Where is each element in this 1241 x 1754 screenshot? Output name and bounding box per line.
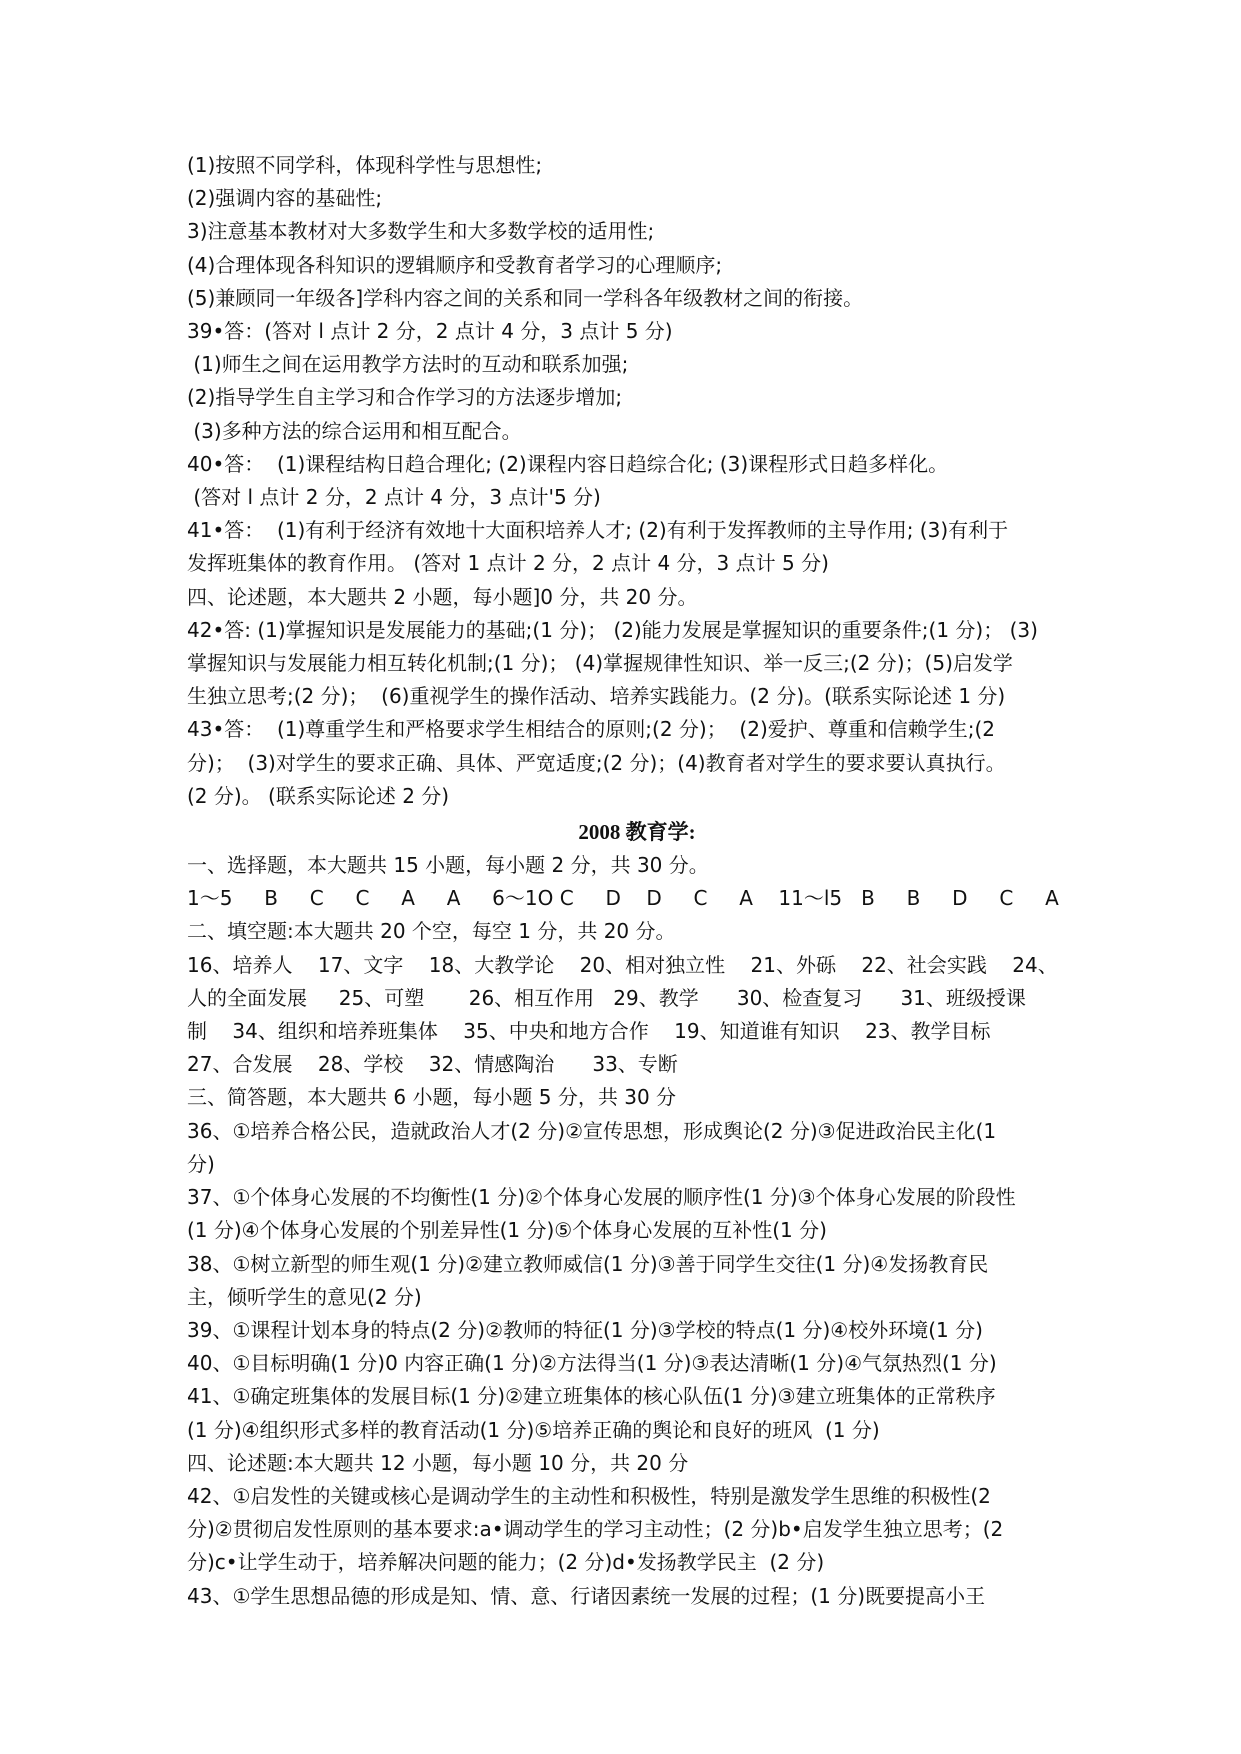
text-line: 41•答： (1)有利于经济有效地十大面积培养人才; (2)有利于发挥教师的主导作用; (3)有利于 [187,518,1009,543]
text-line: 分)c•让学生动于，培养解决问题的能力；(2 分)d•发扬教学民主 (2 分) [187,1550,825,1575]
text-line: 41、①确定班集体的发展目标(1 分)②建立班集体的核心队伍(1 分)③建立班集体的正常秩序 [187,1384,996,1409]
text-line: (1)按照不同学科，体现科学性与思想性; [187,153,543,177]
text-line: 42、①启发性的关键或核心是调动学生的主动性和积极性，特别是激发学生思维的积极性(2 [187,1483,991,1508]
text-line: (答对 l 点计 2 分，2 点计 4 分，3 点计'5 分) [187,485,601,510]
text-line: 一、选择题，本大题共 15 小题，每小题 2 分，共 30 分。 [187,853,709,878]
text-line: 37、①个体身心发展的不均衡性(1 分)②个体身心发展的顺序性(1 分)③个体身心发展的阶段性 [187,1185,1016,1210]
text-line: (2)指导学生自主学习和合作学习的方法逐步增加; [187,385,623,410]
text-line: 二、填空题:本大题共 20 个空，每空 1 分，共 20 分。 [187,919,676,944]
text-line: 分) [187,1151,215,1176]
text-line: 3)注意基本教材对大多数学生和大多数学校的适用性; [187,219,655,244]
section-heading-2008-pedagogy: 2008 教育学: [578,820,696,845]
answer-section-part1 [187,149,1087,813]
text-line: (2)强调内容的基础性; [187,186,383,211]
text-line: (1 分)④组织形式多样的教育活动(1 分)⑤培养正确的舆论和良好的班风 (1 分) [187,1417,880,1442]
text-line: 人的全面发展 25、可塑 26、相互作用 29、教学 30、检查复习 31、班级授课 [187,985,1026,1010]
text-line: 发挥班集体的教育作用。 (答对 1 点计 2 分，2 点计 4 分，3 点计 5 分) [187,551,829,576]
text-line: 1～5 B C C A A 6～1O C D D C A 11～l5 B B D C A [187,886,1059,911]
text-line: 36、①培养合格公民，造就政治人才(2 分)②宣传思想，形成舆论(2 分)③促进政治民主化(1 [187,1118,997,1143]
text-line: 分)②贯彻启发性原则的基本要求:a•调动学生的学习主动性；(2 分)b•启发学生独立思考；(2 [187,1517,1004,1542]
text-line: (1 分)④个体身心发展的个别差异性(1 分)⑤个体身心发展的互补性(1 分) [187,1218,827,1243]
text-line: (3)多种方法的综合运用和相互配合。 [187,418,522,443]
text-line: 40、①目标明确(1 分)0 内容正确(1 分)②方法得当(1 分)③表达清晰(1 分)④气氛热烈(1 分) [187,1351,997,1376]
text-line: 42•答: (1)掌握知识是发展能力的基础;(1 分)； (2)能力发展是掌握知识的重要条件;(1 分)； (3) [187,617,1038,642]
text-line: 主，倾听学生的意见(2 分) [187,1284,422,1309]
text-line: 生独立思考;(2 分)； (6)重视学生的操作活动、培养实践能力。(2 分)。(联系实际论述 1 分) [187,684,1006,709]
text-line: 四、论述题，本大题共 2 小题，每小题]0 分，共 20 分。 [187,584,698,609]
text-line: 43•答： (1)尊重学生和严格要求学生相结合的原则;(2 分)； (2)爱护、尊重和信赖学生;(2 [187,717,996,742]
text-line: 39、①课程计划本身的特点(2 分)②教师的特征(1 分)③学校的特点(1 分)④校外环境(1 分) [187,1317,983,1342]
text-line: (5)兼顾同一年级各]学科内容之间的关系和同一学科各年级教材之间的衔接。 [187,285,864,310]
document-page [187,149,1087,1613]
text-line: 四、论述题:本大题共 12 小题，每小题 10 分，共 20 分 [187,1450,689,1475]
text-line: 制 34、组织和培养班集体 35、中央和地方合作 19、知道谁有知识 23、教学目标 [187,1019,991,1044]
text-line: 掌握知识与发展能力相互转化机制;(1 分)； (4)掌握规律性知识、举一反三;(2 分)；(5)启发学 [187,651,1013,676]
text-line: 38、①树立新型的师生观(1 分)②建立教师威信(1 分)③善于同学生交往(1 分)④发扬教育民 [187,1251,989,1276]
text-line: 43、①学生思想品德的形成是知、情、意、行诸因素统一发展的过程；(1 分)既要提高小王 [187,1583,986,1608]
answer-section-2008 [187,849,1087,1613]
text-line: 27、合发展 28、学校 32、情感陶治 33、专断 [187,1052,678,1077]
text-line: (1)师生之间在运用教学方法时的互动和联系加强; [187,352,629,377]
text-line: 16、培养人 17、文字 18、大教学论 20、相对独立性 21、外砾 22、社会实践 24、 [187,952,1058,977]
text-line: (4)合理体现各科知识的逻辑顺序和受教育者学习的心理顺序; [187,252,723,277]
text-line: 39•答：(答对 l 点计 2 分，2 点计 4 分，3 点计 5 分) [187,319,673,344]
text-line: (2 分)。 (联系实际论述 2 分) [187,783,450,808]
text-line: 40•答： (1)课程结构日趋合理化; (2)课程内容日趋综合化; (3)课程形式日趋多样化。 [187,451,949,476]
text-line: 三、简答题，本大题共 6 小题，每小题 5 分，共 30 分 [187,1085,677,1110]
text-line: 分)； (3)对学生的要求正确、具体、严宽适度;(2 分)；(4)教育者对学生的要求要认真执行。 [187,750,1006,775]
